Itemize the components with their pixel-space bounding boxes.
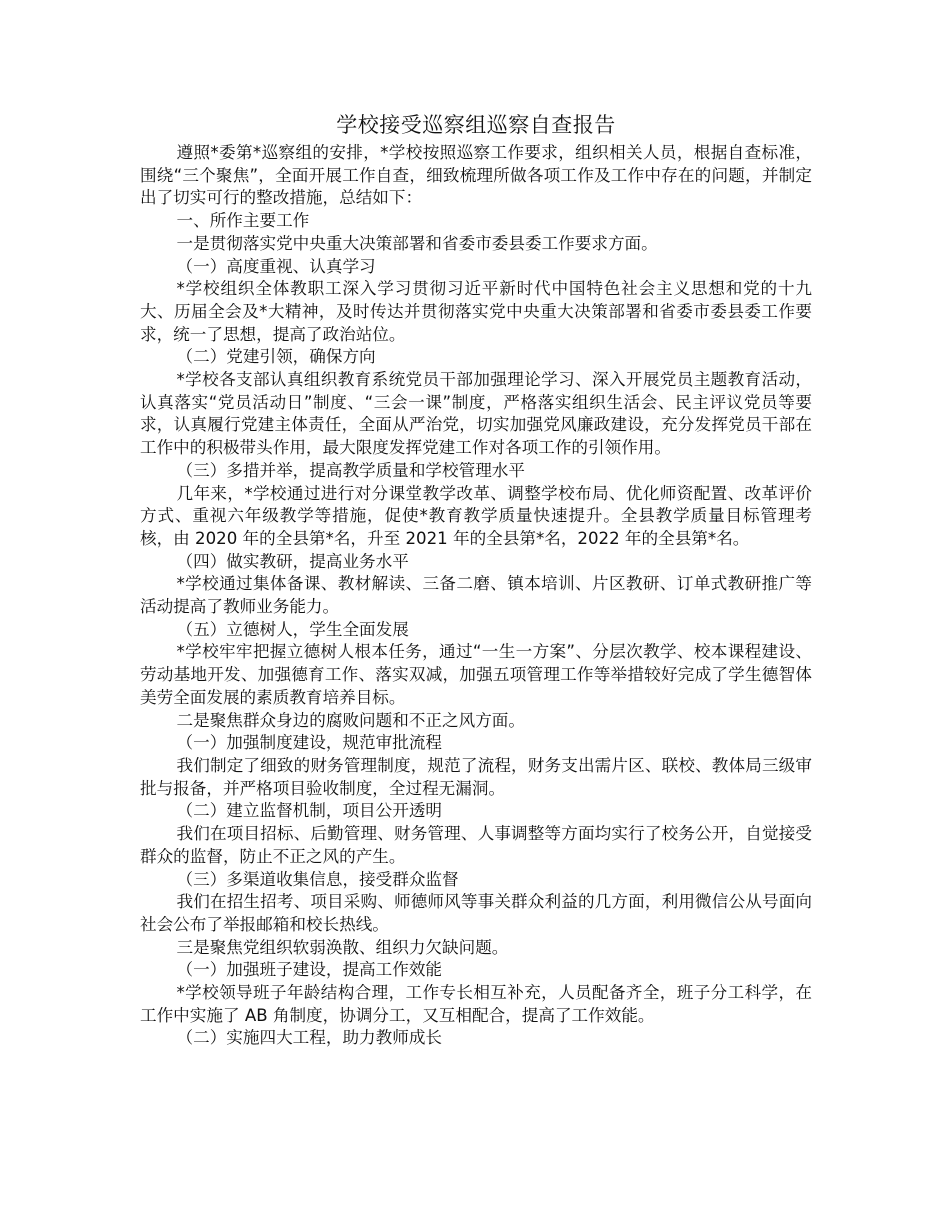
item-heading: （二）建立监督机制，项目公开透明 xyxy=(176,801,443,821)
document-page xyxy=(140,110,812,1050)
item-heading: （二）党建引领，确保方向 xyxy=(176,347,376,367)
item-heading: （五）立德树人，学生全面发展 xyxy=(176,619,409,639)
body-paragraph: 我们在招生招考、项目采购、师德师风等事关群众利益的几方面，利用微信公从号面向社会公布了举报邮箱和校长热线。 xyxy=(140,892,812,934)
body-paragraph: 我们制定了细致的财务管理制度，规范了流程，财务支出需片区、联校、教体局三级审批与报备，并严格项目验收制度，全过程无漏洞。 xyxy=(140,755,812,798)
item-heading: （三）多渠道收集信息，接受群众监督 xyxy=(176,869,459,889)
item-heading: （一）加强制度建设，规范审批流程 xyxy=(176,733,443,753)
body-paragraph: *学校领导班子年龄结构合理，工作专长相互补充，人员配备齐全，班子分工科学，在工作中实施了 AB 角制度，协调分工，又互相配合，提高了工作效能。 xyxy=(140,983,812,1025)
document-title: 学校接受巡察组巡察自查报告 xyxy=(336,113,616,137)
item-heading: （四）做实教研，提高业务水平 xyxy=(176,551,409,571)
item-heading: （三）多措并举，提高教学质量和学校管理水平 xyxy=(176,460,525,480)
item-heading: （一）高度重视、认真学习 xyxy=(176,256,376,276)
intro-paragraph: 遵照*委第*巡察组的安排，*学校按照巡察工作要求，组织相关人员，根据自查标准，围绕“三个聚焦”，全面开展工作自查，细致梳理所做各项工作及工作中存在的问题，并制定出了切实可行的整改措施，总结如下： xyxy=(140,143,812,208)
subsection-heading: 一是贯彻落实党中央重大决策部署和省委市委县委工作要求方面。 xyxy=(176,233,658,253)
body-paragraph: *学校牢牢把握立德树人根本任务，通过“一生一方案”、分层次教学、校本课程建设、劳动基地开发、加强德育工作、落实双减，加强五项管理工作等举措较好完成了学生德智体美劳全面发展的素质教育培养目标。 xyxy=(140,642,812,707)
body-paragraph: *学校通过集体备课、教材解读、三备二磨、镇本培训、片区教研、订单式教研推广等活动提高了教师业务能力。 xyxy=(140,574,812,617)
body-paragraph: *学校组织全体教职工深入学习贯彻习近平新时代中国特色社会主义思想和党的十九大、历届全会及*大精神，及时传达并贯彻落实党中央重大决策部署和省委市委县委工作要求，统一了思想，提高了政治站位。 xyxy=(140,279,812,344)
section-heading: 一、所作主要工作 xyxy=(176,211,310,231)
body-paragraph: 几年来，*学校通过进行对分课堂教学改革、调整学校布局、优化师资配置、改革评价方式、重视六年级教学等措施，促使*教育教学质量快速提升。全县教学质量目标管理考核，由 2020 年的全县第*名，升至 2021 年的全县第*名，2022 年的全县第*名。 xyxy=(140,483,812,548)
item-heading: （二）实施四大工程，助力教师成长 xyxy=(176,1028,443,1048)
subsection-heading: 二是聚焦群众身边的腐败问题和不正之风方面。 xyxy=(176,710,525,730)
body-paragraph: 我们在项目招标、后勤管理、财务管理、人事调整等方面均实行了校务公开，自觉接受群众的监督，防止不正之风的产生。 xyxy=(140,824,812,866)
body-paragraph: *学校各支部认真组织教育系统党员干部加强理论学习、深入开展党员主题教育活动，认真落实“党员活动日”制度、“三会一课”制度，严格落实组织生活会、民主评议党员等要求，认真履行党建主体责任，全面从严治党，切实加强党风廉政建设，充分发挥党员干部在工作中的积极带头作用，最大限度发挥党建工作对各项工作的引领作用。 xyxy=(140,370,812,458)
item-heading: （一）加强班子建设，提高工作效能 xyxy=(176,960,443,980)
subsection-heading: 三是聚焦党组织软弱涣散、组织力欠缺问题。 xyxy=(176,937,509,957)
